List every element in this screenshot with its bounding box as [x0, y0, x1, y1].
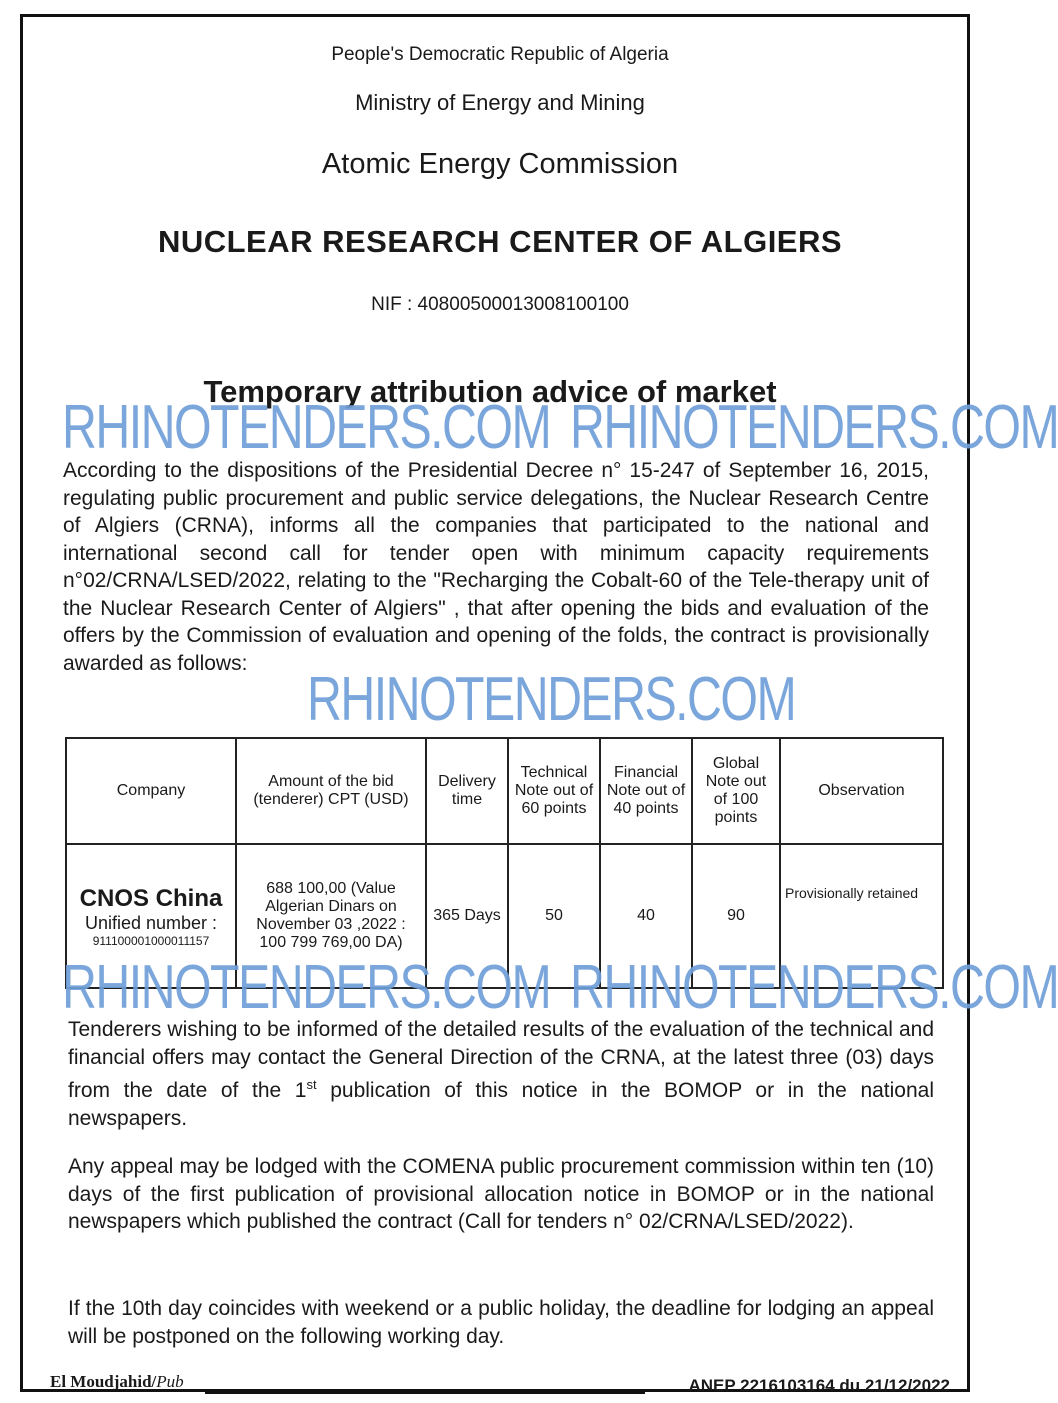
deadline-paragraph: If the 10th day coincides with weekend or a public holiday, the deadline for lodging an appeal will be postponed on the following working day. — [68, 1297, 934, 1348]
notice-title: Temporary attribution advice of market — [203, 374, 777, 409]
watermark: RHINOTENDERS.COM — [62, 393, 551, 462]
company-name: CNOS China — [79, 884, 223, 912]
ministry-heading: Ministry of Energy and Mining — [355, 90, 645, 115]
results-sup: st — [306, 1077, 317, 1092]
header-amount: Amount of the bid (tenderer) CPT (USD) — [236, 738, 426, 844]
publisher-pub: Pub — [156, 1372, 184, 1391]
header-global: Global Note out of 100 points — [692, 738, 780, 844]
header-observation: Observation — [780, 738, 943, 844]
publisher-credit — [50, 1372, 184, 1392]
cell-financial: 40 — [600, 844, 692, 988]
header-technical: Technical Note out of 60 points — [508, 738, 600, 844]
intro-paragraph: According to the dispositions of the Presidential Decree n° 15-247 of September 16, 2015, regulating public procurement and public service delegations, the Nuclear Research Centre of Algiers (CRNA), informs all the companies that participated to the national and international second call for tender open with minimum capacity requirements n°02/CRNA/LSED/2022, relating to the "Recharging the Cobalt-60 of the Tele-therapy unit of the Nuclear Research Center of Algiers" , that after opening the bids and evaluation of the offers by the Commission of evaluation and opening of the folds, the contract is provisionally awarded as follows: — [63, 459, 929, 675]
results-text-b: publication of this notice in the BOMOP or in the national newspapers. — [68, 1079, 935, 1130]
republic-heading: People's Democratic Republic of Algeria — [331, 44, 669, 65]
unified-label: Unified number : — [84, 912, 218, 933]
header-company: Company — [66, 738, 236, 844]
cell-global: 90 — [692, 844, 780, 988]
header-delivery: Delivery time — [426, 738, 508, 844]
table-header-row — [66, 738, 943, 844]
watermark: RHINOTENDERS.COM — [62, 953, 551, 1022]
unified-number: 911100001000011157 — [92, 933, 210, 948]
watermark: RHINOTENDERS.COM — [570, 953, 1058, 1022]
nif-number: NIF : 408005000130081001​00 — [371, 294, 629, 315]
appeal-paragraph: Any appeal may be lodged with the COMENA public procurement commission within ten (10) days of the first publication of provisional allocation notice in BOMOP or in the national newspapers which published the contract (Call for tenders n° 02/CRNA/LSED/2022). — [68, 1155, 934, 1233]
header-financial: Financial Note out of 40 points — [600, 738, 692, 844]
cell-amount: 688 100,00 (Value Algerian Dinars on November 03 ,2022 : 100 799 769,00 DA) — [236, 844, 426, 988]
watermark: RHINOTENDERS.COM — [570, 393, 1058, 462]
anep-reference: ANEP 2216103164 du 21/12/2022 — [688, 1376, 950, 1395]
cell-observation: Provisionally retained — [780, 844, 943, 988]
cell-technical: 50 — [508, 844, 600, 988]
center-heading: NUCLEAR RESEARCH CENTER OF ALGIERS — [157, 224, 843, 259]
results-paragraph — [68, 1016, 934, 1132]
watermark: RHINOTENDERS.COM — [307, 665, 796, 734]
commission-heading: Atomic Energy Commission — [321, 148, 679, 180]
publisher-name: El Moudjahid/ — [50, 1372, 157, 1391]
footer-rule — [205, 1392, 645, 1394]
cell-delivery: 365 Days — [426, 844, 508, 988]
results-text-a: Tenderers wishing to be informed of the detailed results of the evaluation of the technical and financial offers may contact the General Direction of the CRNA, at the latest three (03) days from the date of the 1 — [68, 1018, 934, 1102]
